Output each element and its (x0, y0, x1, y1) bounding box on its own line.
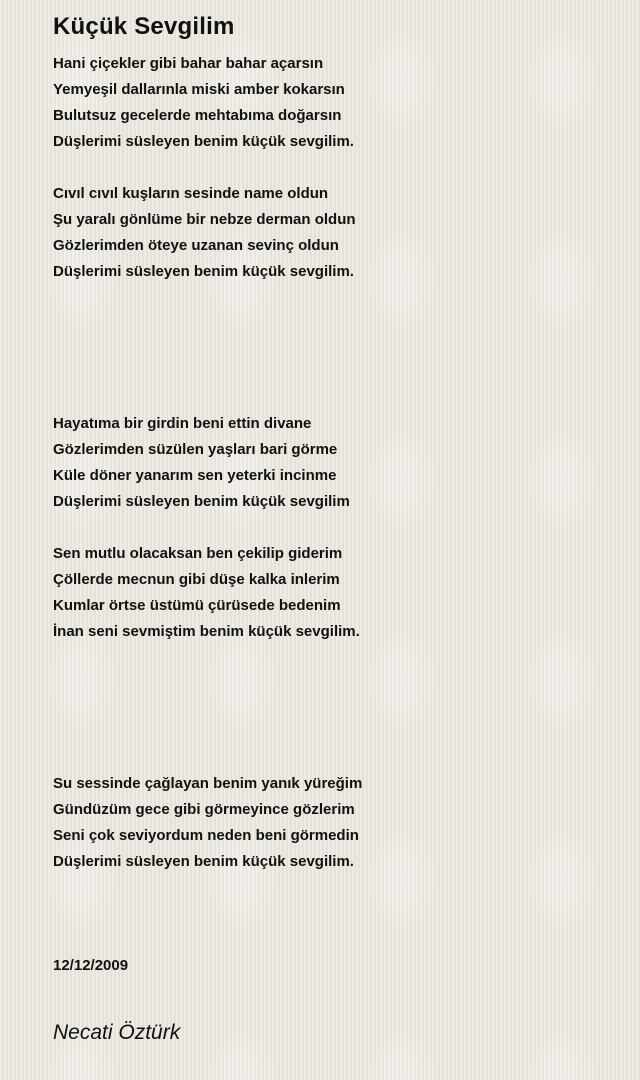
poem-line: Hani çiçekler gibi bahar bahar açarsın (53, 55, 324, 72)
poem-line: Çöllerde mecnun gibi düşe kalka inlerim (53, 571, 340, 588)
poem-line: Gözlerimden öteye uzanan sevinç oldun (53, 237, 339, 254)
poem-line: Seni çok seviyordum neden beni görmedin (53, 827, 359, 844)
poem-line: Yemyeşil dallarınla miski amber kokarsın (53, 81, 345, 98)
poem-date: 12/12/2009 (53, 957, 129, 974)
poem-line: Düşlerimi süsleyen benim küçük sevgilim. (53, 133, 354, 150)
stanza-3 (53, 411, 350, 515)
poem-line: Gözlerimden süzülen yaşları bari görme (53, 441, 338, 458)
stanza-5 (53, 771, 362, 875)
poem-line: Düşlerimi süsleyen benim küçük sevgilim. (53, 263, 354, 280)
poem-line: Su sessinde çağlayan benim yanık yüreğim (53, 775, 363, 792)
poem-line: Kumlar örtse üstümü çürüsede bedenim (53, 597, 341, 614)
poem-line: İnan seni sevmiştim benim küçük sevgilim. (53, 623, 360, 640)
poem-line: Gündüzüm gece gibi görmeyince gözlerim (53, 801, 355, 818)
stanza-4 (53, 541, 360, 645)
poem-line: Şu yaralı gönlüme bir nebze derman oldun (53, 211, 356, 228)
poem-line: Düşlerimi süsleyen benim küçük sevgilim. (53, 853, 354, 870)
poem-line: Bulutsuz gecelerde mehtabıma doğarsın (53, 107, 342, 124)
poem-line: Sen mutlu olacaksan ben çekilip giderim (53, 545, 343, 562)
stanza-1 (53, 51, 354, 155)
poem-line: Hayatıma bir girdin beni ettin divane (53, 415, 312, 432)
stanza-2 (53, 181, 356, 285)
poem-line: Düşlerimi süsleyen benim küçük sevgilim (53, 493, 350, 510)
poem-line: Cıvıl cıvıl kuşların sesinde name oldun (53, 185, 329, 202)
poem-author: Necati Öztürk (53, 1021, 181, 1044)
poem-title: Küçük Sevgilim (53, 13, 235, 40)
poem-line: Küle döner yanarım sen yeterki incinme (53, 467, 337, 484)
